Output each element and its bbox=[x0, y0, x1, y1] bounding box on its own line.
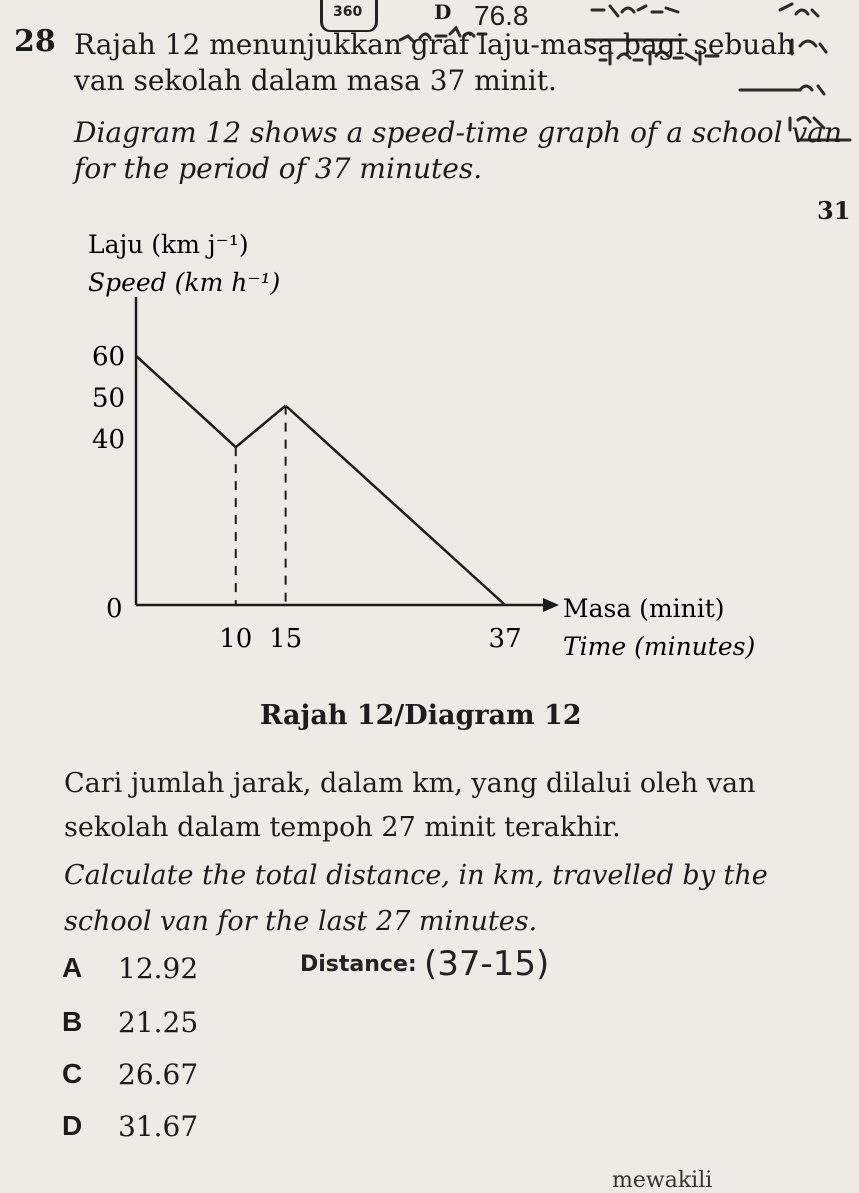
option-b-letter: B bbox=[62, 1006, 83, 1037]
x-tick-label: 15 bbox=[269, 624, 303, 654]
speed-segment bbox=[286, 406, 505, 605]
handwritten-distance-label: Distance: bbox=[300, 952, 417, 977]
page-marker: 31 bbox=[817, 196, 851, 225]
option-d-value: 31.67 bbox=[118, 1110, 199, 1143]
top-box-number: 360 bbox=[333, 4, 363, 20]
x-tick-label: 10 bbox=[219, 624, 253, 654]
speed-segment bbox=[236, 406, 286, 448]
option-b-value: 21.25 bbox=[118, 1006, 199, 1039]
cut-off-text-fragment: mewakili bbox=[612, 1168, 713, 1193]
x-axis-label-english: Time (minutes) bbox=[563, 632, 756, 661]
handwritten-distance-expression: (37-15) bbox=[424, 944, 550, 984]
question-number: 28 bbox=[14, 24, 56, 59]
stem-english-line1: Diagram 12 shows a speed-time graph of a school van bbox=[74, 116, 842, 149]
stem-english-line2: for the period of 37 minutes. bbox=[74, 152, 483, 185]
prev-option-d-value: 76.8 bbox=[474, 0, 529, 31]
prompt-malay-line2: sekolah dalam tempoh 27 minit terakhir. bbox=[64, 812, 621, 843]
prev-option-d-letter: D bbox=[434, 0, 452, 24]
option-c-value: 26.67 bbox=[118, 1058, 199, 1091]
prompt-malay-line1: Cari jumlah jarak, dalam km, yang dilalui oleh van bbox=[64, 768, 756, 799]
y-tick-label: 50 bbox=[92, 383, 126, 414]
speed-time-graph bbox=[0, 215, 859, 695]
y-tick-label: 60 bbox=[92, 341, 126, 372]
x-axis-label-malay: Masa (minit) bbox=[563, 594, 725, 623]
x-tick-label: 37 bbox=[488, 624, 522, 654]
prompt-english-line1: Calculate the total distance, in km, travelled by the bbox=[64, 860, 768, 891]
y-axis-label-english: Speed (km h⁻¹) bbox=[88, 268, 281, 297]
stem-malay-line2: van sekolah dalam masa 37 minit. bbox=[74, 64, 557, 97]
option-d-letter: D bbox=[62, 1110, 83, 1141]
option-a-value: 12.92 bbox=[118, 952, 199, 985]
diagram-caption: Rajah 12/Diagram 12 bbox=[260, 700, 582, 731]
x-axis-arrowhead bbox=[543, 598, 559, 612]
option-c-letter: C bbox=[62, 1058, 83, 1089]
stem-malay-line1: Rajah 12 menunjukkan graf laju-masa bagi sebuah bbox=[74, 28, 796, 61]
option-a-letter: A bbox=[62, 952, 83, 983]
y-tick-label: 40 bbox=[92, 424, 126, 455]
origin-label: 0 bbox=[106, 594, 123, 624]
prompt-english-line2: school van for the last 27 minutes. bbox=[64, 906, 538, 937]
y-axis-label-malay: Laju (km j⁻¹) bbox=[88, 230, 249, 259]
speed-segment bbox=[136, 356, 236, 447]
